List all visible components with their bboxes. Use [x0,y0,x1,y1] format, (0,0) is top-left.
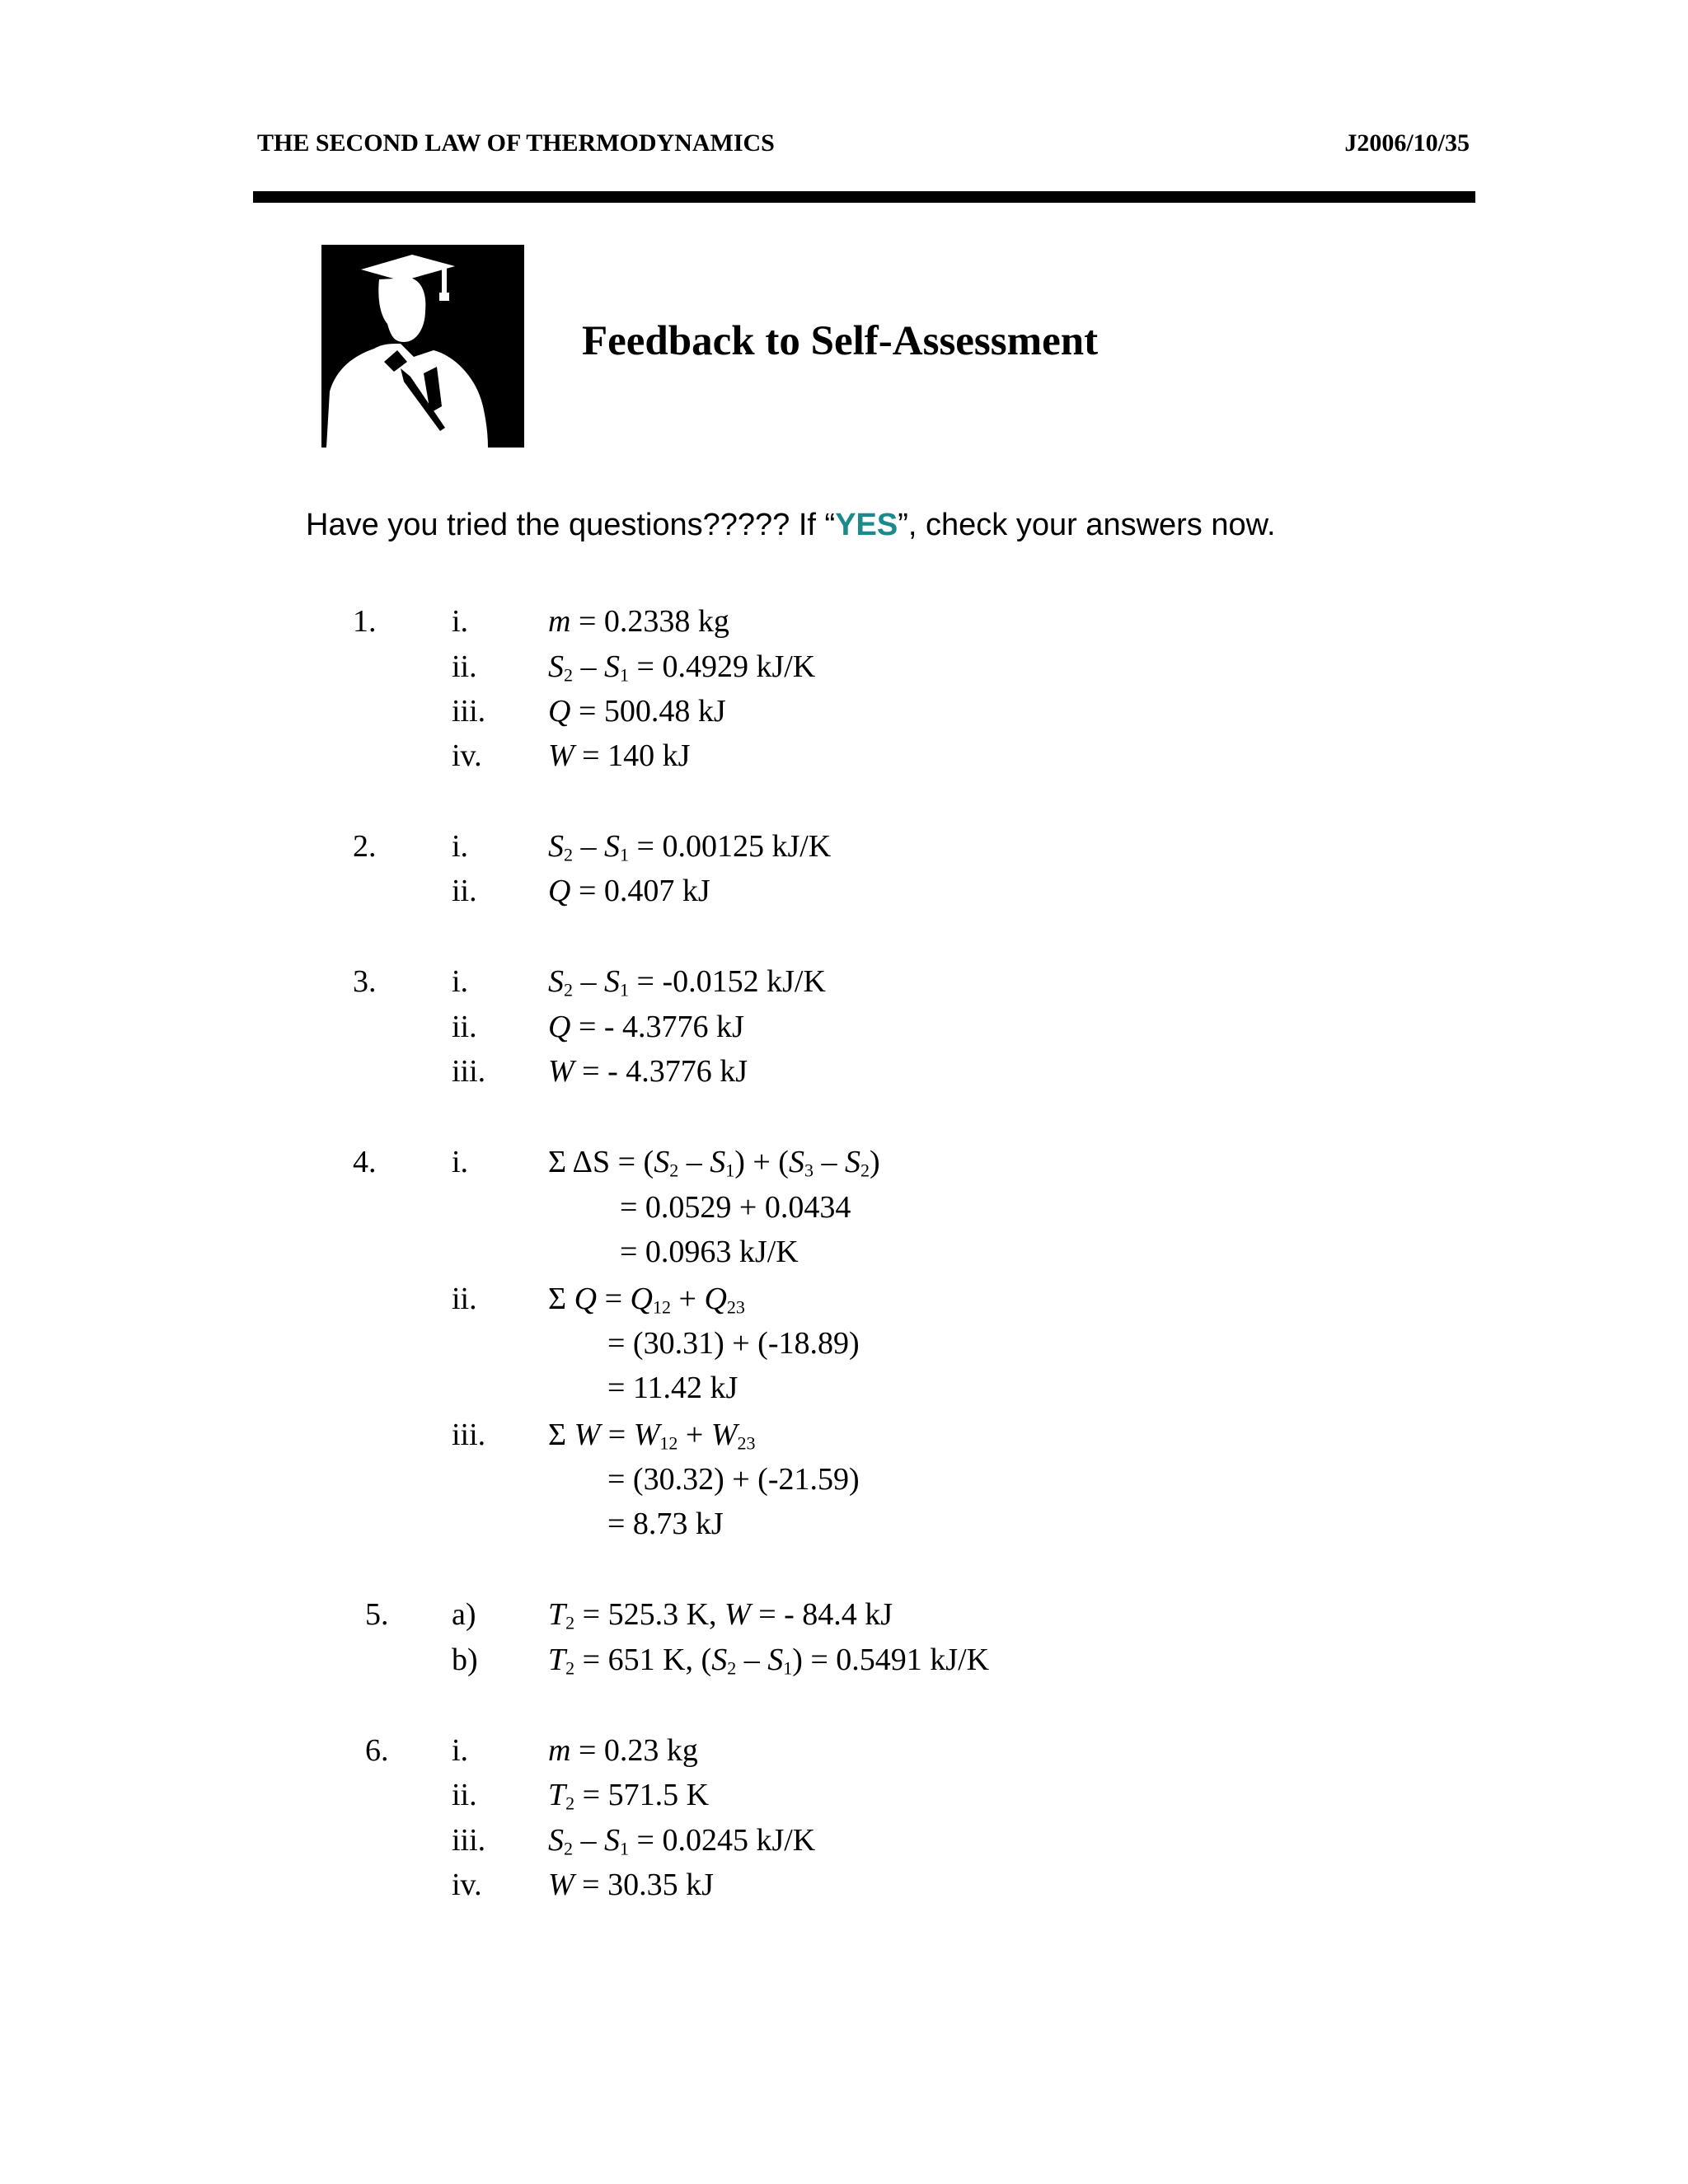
question-number: 1. [353,604,377,639]
answer-line: Q = - 4.3776 kJ [548,1010,744,1044]
graduate-icon [321,245,524,448]
intro-after: ”, check your answers now. [898,508,1276,542]
answer-line: $T_2 = 651$ K, $(S_2 - S_1) = 0.5491$ kJ/K [548,1643,990,1679]
sub-label: ii. [452,649,477,684]
sub-label: ii. [452,1282,477,1316]
answer-line: $T_2 = 525.3$ K, W = - 84.4 kJ [548,1597,893,1633]
answer-line: = 0.0529 + 0.0434 [620,1190,851,1225]
sub-label: iv. [452,1868,482,1902]
sub-label: a) [452,1597,476,1632]
sub-label: iii. [452,1054,486,1089]
answer-line: Σ $\Delta S = (S_2 - S_1) + (S_3 - S_2)$ [548,1145,880,1181]
question-number: 3. [353,964,377,999]
intro-text [306,508,1276,543]
question-number: 5. [365,1597,389,1632]
answer-line: = 11.42 kJ [607,1371,738,1405]
sub-label: i. [452,604,469,639]
question-number: 2. [353,829,377,864]
sub-label: b) [452,1643,478,1677]
sub-label: ii. [452,874,477,908]
answer-line: Q = 500.48 kJ [548,694,726,729]
sub-label: ii. [452,1010,477,1044]
sub-label: ii. [452,1778,477,1812]
answer-line: $S_2 - S_1 = -0.0152$ kJ/K [548,964,826,1001]
answer-line: $S_2 - S_1 = 0.00125$ kJ/K [548,829,832,865]
sub-label: iv. [452,738,482,773]
answer-line: Q = 0.407 kJ [548,874,710,908]
intro-before: Have you tried the questions????? If “ [306,508,836,542]
sub-label: i. [452,829,469,864]
page-title: Feedback to Self-Assessment [582,318,1099,364]
answer-line: W = 140 kJ [548,738,691,773]
answer-line: W = 30.35 kJ [548,1868,714,1902]
answer-line: = (30.31) + (-18.89) [607,1326,860,1361]
answer-line: $T_2 = 571.5$ K [548,1778,710,1814]
sub-label: iii. [452,1823,486,1858]
answer-line: W = - 4.3776 kJ [548,1054,748,1089]
answer-line: Σ $W = W_{12} + W_{23}$ [548,1418,756,1454]
sub-label: i. [452,1733,469,1768]
answer-line: $S_2 - S_1 = 0.0245$ kJ/K [548,1823,816,1859]
header-rule [253,191,1475,203]
answer-line: $S_2 - S_1 = 0.4929$ kJ/K [548,649,816,686]
header-code: J2006/10/35 [1344,129,1470,157]
question-number: 4. [353,1145,377,1179]
question-number: 6. [365,1733,389,1768]
sub-label: i. [452,964,469,999]
sub-label: i. [452,1145,469,1179]
sub-label: iii. [452,1418,486,1452]
answer-line: = 8.73 kJ [607,1507,724,1541]
answer-line: Σ $Q = Q_{12} + Q_{23}$ [548,1282,745,1318]
answer-line: m = 0.2338 kg [548,604,729,639]
answer-line: m = 0.23 kg [548,1733,698,1768]
answer-line: = 0.0963 kJ/K [620,1235,799,1269]
header-title: THE SECOND LAW OF THERMODYNAMICS [257,129,775,157]
intro-yes: YES [835,508,898,542]
answer-line: = (30.32) + (-21.59) [607,1462,860,1497]
sub-label: iii. [452,694,486,729]
